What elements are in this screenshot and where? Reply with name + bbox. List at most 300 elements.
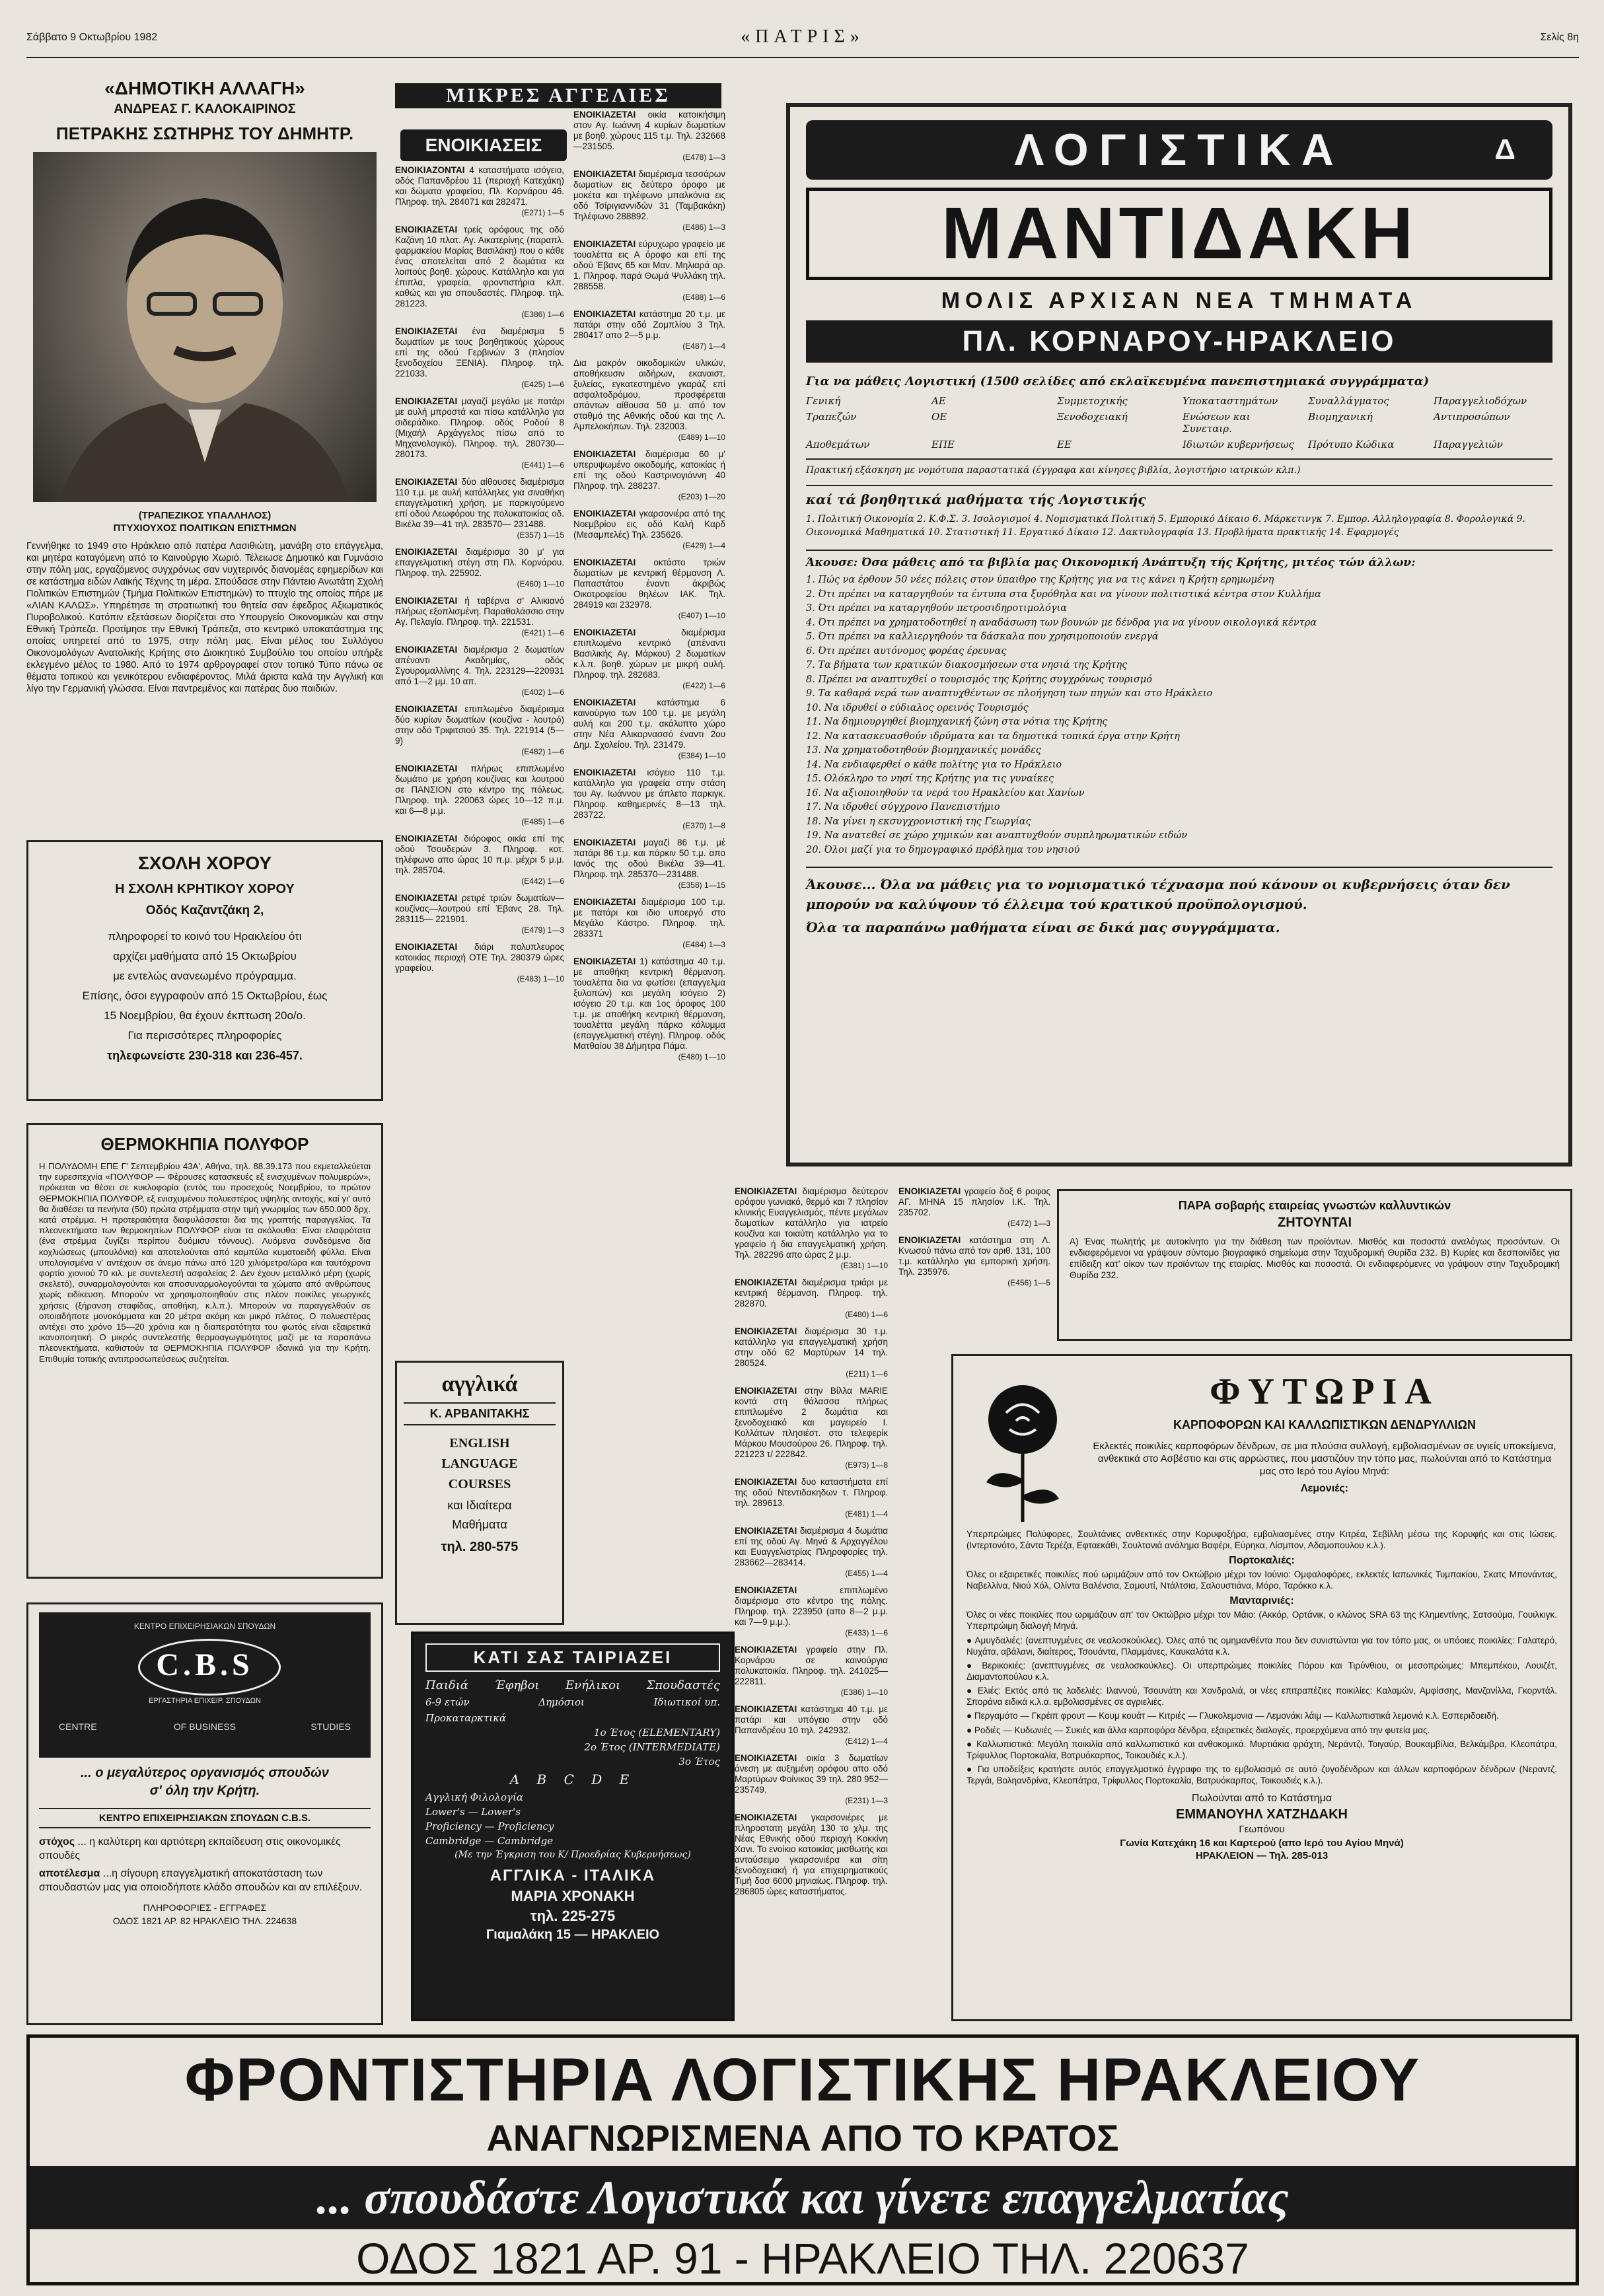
ideal-school: ΑΓΓΛΙΚΑ - ΙΤΑΛΙΚΑ [490,1867,656,1884]
classified-label: ΕΝΟΙΚΙΑΖΕΤΑΙ [573,897,636,907]
dance-line-2: αρχίζει μαθήματα από 15 Οκτωβρίου [113,950,297,962]
classified-code: (Ε357) 1—15 [517,530,564,540]
dance-line-5: 15 Νοεμβρίου, θα έχουν έκπτωση 20ο/ο. [104,1009,306,1022]
classified-text: κατάστημα στη Λ. Κνωσού πάνω από τον αριθ. 131, 100 τ.μ. κατάλληλο για εμπορική χρήση. Τηλ. 235976. [898,1235,1050,1277]
english-line-2: LANGUAGE [441,1456,518,1471]
dance-title: ΣΧΟΛΗ ΧΟΡΟΥ [138,853,272,873]
mantidaki-point: 5. Ότι πρέπει να καλλιεργηθούν τα δάσκαλα που χρησιμοποιούν ενεργά [806,631,1159,642]
english-line-1: ENGLISH [449,1436,510,1451]
classified-code: (Ε425) 1—6 [521,380,564,389]
nursery-addr-1: Γωνία Κατεχάκη 16 και Καρτερού (απο Ιερό του Αγίου Μηνά) [1120,1838,1404,1849]
subject-cell: ΟΕ [931,411,947,423]
classified-text: τρείς ορόφους της οδό Καζάνη 10 πλατ. Αγ. Αικατερίνης (παραπλ. φαρμακείου Μαρίας Βασιλάκη) που ο κάθε ένας αποτελείται από 2 δωμάτια κα λοιπούς βοηθ. χώρους. Κατάλληλο και για έπιπλα, γραφεία, φροντιστήρια κλπ. καθώς και για σπουδαστές. Πληροφ. τηλ. 281223. [395,225,564,308]
classified-ad [573,169,725,233]
footer-line-2: ΑΝΑΓΝΩΡΙΣΜΕΝΑ ΑΠΟ ΤΟ ΚΡΑΤΟΣ [486,2117,1119,2159]
classified-label: ΕΝΟΙΚΙΑΖΕΤΑΙ [395,834,458,843]
classified-code: (Ε482) 1—6 [521,747,564,756]
ideal-r7: 3ο Έτος [678,1756,720,1768]
classified-text: οικία 3 δωματίων άνεση με αυξημένη ορόφου απο οδό Μαρτύρων Φοίνικος 39 τηλ. 280 952—235749. [735,1753,888,1795]
subject-cell: Ιδιωτών κυβερνήσεως [1183,439,1295,450]
nursery-orange-heading: Πορτοκαλιές: [1229,1555,1295,1566]
ideal-head-2: Έφηβοι [494,1678,540,1692]
classified-code: (Ε480) 1—6 [845,1310,888,1319]
cbs-result-text: ...η σίγουρη επαγγελματική αποκατάσταση των σπουδαστών μας για οποιοδήποτε κλάδο σπουδών και αν επιλέξουν. [39,1868,363,1893]
nursery-mandarin-heading: Μανταρινιές: [1229,1595,1294,1606]
english-line-3: COURSES [448,1477,511,1491]
ideal-l5: (Με την Έγκριση του Κ/ Προεδρίας Κυβερνήσεως) [455,1849,691,1860]
classified-text: διαμέρισμα 4 δωμάτια επί της οδού Αγ. Μηνά & Αρχαγγέλου και Ευαγγελιστρίας Πληροφορίες τηλ. 283662—283414. [735,1526,888,1567]
classifieds-column-1 [395,165,564,1328]
cbs-logo-top: ΚΕΝΤΡΟ ΕΠΙΧΕΙΡΗΣΙΑΚΩΝ ΣΠΟΥΔΩΝ [133,1622,276,1631]
english-line-4: και Ιδιαίτερα [447,1499,512,1512]
thermo-title: ΘΕΡΜΟΚΗΠΙΑ ΠΟΛΥΦΟΡ [100,1134,309,1154]
footer-line-3: ... σπουδάστε Λογιστικά και γίνετε επαγγελματίας [30,2166,1576,2229]
classified-label: ΕΝΟΙΚΙΑΖΕΤΑΙ [395,326,458,336]
mantidaki-point: 1. Πώς να έρθουν 50 νέες πόλεις στον ύπαιθρο της Κρήτης για να τις κάνει η Κρήτη ερημωμένη [806,575,1274,585]
nursery-bullet: ● Για υποδείξεις κρατήστε αυτός επαγγελματικό έγγραφο της το εμβολιασμό σε αυτό ζυγοδένδρων και άλλων καρποφόρων δένδρων (Νεραντζ. Τεργάι, Βοληανδρίνα, Κλεοπάτρα, Τρίφυλλος Πορτοκαλία, Βατρυόκαρπος, Τοικουδιές κ.λ.). [966,1764,1557,1785]
classified-code: (Ε478) 1—3 [682,153,725,162]
nursery-mandarin: Όλες οι νέες ποικιλίες που ωριμάζουν απ' τον Οκτώβριο μέχρι τον Μάιο: (Ακκόρ, Ορτάνικ, ο κλώνος SRA 63 της Κλημεντίνης, Σατσούμα, Γουιλκιγκ. Υπερπρώιμη διαλογή Μηνά. [966,1610,1557,1631]
classified-ad [735,1477,888,1519]
classified-text: πλήρως επιπλωμένο δωμάτιο με χρήση κουζίνας και λουτρού σε ΠΑΝΣΙΟΝ στο κέντρο της πόλεως. Πληροφ. τηλ. 220063 ώρες 10—12 π.μ. και 6—8 μ.μ. [395,764,564,816]
cbs-logo-mid: OF BUSINESS [173,1721,237,1732]
nursery-role: Γεωπόνου [1239,1824,1285,1835]
ideal-headings [425,1678,720,1692]
mantidaki-address: ΠΛ. ΚΟΡΝΑΡΟΥ-ΗΡΑΚΛΕΙΟ [806,320,1552,363]
classified-code: (Ε486) 1—3 [682,223,725,232]
job-ad [1057,1189,1572,1341]
election-kicker: «ΔΗΜΟΤΙΚΗ ΑΛΛΑΓΗ» [104,78,305,98]
mantidaki-point: 4. Ότι πρέπει να χρηματοδοτηθεί η αναδάσωση των βουνών με δένδρα για να γίνουν οικολογικά κέντρα [806,617,1317,628]
classified-label: ΕΝΟΙΚΙΑΖΕΤΑΙ [573,698,636,707]
mantidaki-point: 12. Να κατασκευασθούν ιδρύματα και τα δημοτικά τοπικά έργα στην Κρήτη [806,731,1180,742]
classified-ad [395,942,564,984]
classified-label: ΕΝΟΙΚΙΑΖΕΤΑΙ [573,169,636,179]
ideal-head-4: Σπουδαστές [646,1678,720,1692]
job-title: ΖΗΤΟΥΝΤΑΙ [1277,1215,1352,1230]
classified-text: διαμέρισμα 100 τ.μ. με πατάρι και ιδιο υποεργό στο Μεγάλο Κάστρο. Πληροφ. τηλ. 283371 [573,897,725,939]
classified-label: ΕΝΟΙΚΙΑΖΕΤΑΙ [573,557,636,567]
classified-label: ΕΝΟΙΚΙΑΖΕΤΑΙ [395,893,458,903]
classified-code: (Ε203) 1—20 [678,492,725,501]
classified-code: (Ε421) 1—6 [521,628,564,637]
classified-code: (Ε480) 1—10 [678,1052,725,1061]
classified-text: διαμέρισμα τριάρι με κεντρική θέρμανση. Πληροφ. τηλ. 282870. [735,1277,888,1309]
classified-code: (Ε402) 1—6 [521,688,564,697]
classified-code: (Ε973) 1—8 [845,1460,888,1470]
cbs-info: ΠΛΗΡΟΦΟΡΙΕΣ - ΕΓΓΡΑΦΕΣ [143,1902,267,1913]
dance-line-3: με εντελώς ανανεωμένο πρόγραμμα. [113,970,297,982]
classified-text: γραφείο δοξ 6 ροφος ΑΓ. ΜΗΝΑ 15 πλησίον Ι.Κ. Τηλ. 235702. [898,1186,1050,1217]
ideal-r5: 1ο Έτος (ELEMENTARY) [593,1727,720,1739]
classified-label: ΕΝΟΙΚΙΑΖΕΤΑΙ [395,764,458,773]
english-lessons-ad [395,1361,564,1625]
candidate-bio: Γεννήθηκε το 1949 στο Ηράκλειο από πατέρα Λασιθιώτη, μανάβη στο επάγγελμα, και μητέρα καταγόμενη από το Καινούργιο Χωριό. Τέλειωσε Δημοτικό και Γυμνάσιο στην πόλη μας, εργαζόμενος συγχρόνως σαν νυχτερινός διανομέας εφημερίδων και σε κατάστημα ειδών Λαϊκής Τέχνης τη μέρα. Σπούδασε στην Πάντειο Ανωτάτη Σχολή Πολιτικών Επιστημών (Τμήμα Πολιτικών Επιστημών) το πτυχίο της οποίας πήρε με «ΛΙΑΝ ΚΑΛΩΣ». Υπηρέτησε τη στρατιωτική του θητεία σαν έφεδρος Αξιωματικός Πυροβολικού. Κατόπιν εξετάσεων διορίζεται στο Υπουργείο Οικονομικών και στην Εθνική Τράπεζα. Προτίμησε την Εθνική Τράπεζα, στο κεντρικό υποκατάστημα της οποίας υπηρετεί από το 1975, στην πόλη μας. Είναι μέλος του Συλλόγου Οικονομολόγων Ανατολικής Κρήτης στο Διοικητικό Συμβούλιο του οποίου υπήρξε εκλεγμένο μέλος το 1980. Από το 1974 αρθρογραφεί στον τοπικό Τύπο πάνω σε θέματα τοπικού και γενικότερου ενδιαφέροντος. Μιλά άριστα καλά την Αγγλική και λίγο την Γερμανική γλώσσα. Είναι παντρεμένος και πατέρας δυο παιδιών. [26,541,383,694]
classified-code: (Ε479) 1—3 [521,925,564,935]
mantidaki-point: 3. Ότι πρέπει να καταργηθούν πετροσιδηροτιμολόγια [806,603,1067,614]
cbs-logo-right: STUDIES [310,1721,351,1732]
nursery-subtitle: ΚΑΡΠΟΦΟΡΩΝ ΚΑΙ ΚΑΛΛΩΠΙΣΤΙΚΩΝ ΔΕΝΔΡΥΛΛΙΩΝ [1173,1418,1476,1431]
classified-code: (Ε481) 1—4 [845,1509,888,1519]
cbs-result [39,1867,371,1894]
mantidaki-point: 2. Ότι πρέπει να καταργηθούν τα έντυπα στα ξυρόθηλα και να γίνουν πολιτιστικά κέντρα στον Κυλλήμα [806,589,1321,600]
classified-label: ΕΝΟΙΚΙΑΖΕΤΑΙ [395,645,458,655]
classified-label: ΕΝΟΙΚΙΑΖΕΤΑΙ [735,1386,797,1396]
mantidaki-point: 19. Να ανατεθεί σε χώρο χημικών και αναπτυχθούν συμπληρωματικών ειδών [806,830,1188,841]
classified-code: (Ε441) 1—6 [521,460,564,470]
candidate-degree: ΠΤΥΧΙΟΥΧΟΣ ΠΟΛΙΤΙΚΩΝ ΕΠΙΣΤΗΜΩΝ [113,522,297,534]
candidate-name: ΠΕΤΡΑΚΗΣ ΣΩΤΗΡΗΣ ΤΟΥ ΔΗΜΗΤΡ. [55,124,354,143]
classified-ad [395,225,564,320]
classified-code: (Ε460) 1—10 [517,579,564,589]
classified-ad [573,628,725,691]
classified-ad [573,698,725,761]
ideal-address: Γιαμαλάκη 15 — ΗΡΑΚΛΕΙΟ [486,1927,660,1942]
classified-text: διόροφος οικία επί της οδού Τσουδερών 3. Πληροφ. κοτ. τηλέφωνο απο ώρας 10 π.μ. μέχρι 5 μ.μ. τηλ. 285704. [395,834,564,875]
classified-label: ΕΝΟΙΚΙΑΖΕΤΑΙ [573,628,636,637]
nursery-titles [1092,1367,1557,1525]
subject-cell: Βιομηχανική [1308,411,1373,423]
classified-ad [395,326,564,390]
nursery-owner: ΕΜΜΑΝΟΥΗΛ ΧΑΤΖΗΔΑΚΗ [1176,1807,1348,1822]
mantidaki-point: 8. Πρέπει να αναπτυχθεί ο τουρισμός της Κρήτης συγχρόνως τουρισμό [806,674,1153,685]
classified-label: ΕΝΟΙΚΙΑΖΕΤΑΙ [395,396,458,406]
dance-line-1: πληροφορεί το κοινό του Ηρακλείου ότι [108,930,302,943]
ideal-l3: Proficiency — Proficiency [425,1820,554,1832]
classified-ad [735,1277,888,1320]
classified-label: ΕΝΟΙΚΙΑΖΕΤΑΙ [735,1277,797,1287]
mantidaki-point: 10. Να ιδρυθεί ο εύδιαλος ορεινός Τουρισμός [806,702,1029,713]
dance-school-ad [26,840,383,1101]
mantidaki-top [806,120,1552,180]
nursery-intro: Εκλεκτές ποικιλίες καρποφόρων δένδρων, σε μια πλούσια συλλογή, εμβολιασμένων σε υγιείς υποκείμενα, ανθεκτικά στο Ασβέστιο και στις αρρώστιες, που μαστιζόυν την τόπο μας, πωλούνται από το Κατάστημα μας στο Ιερό του Αγίου Μηνά: [1093,1441,1556,1477]
classified-label: ΕΝΟΙΚΙΑΖΕΤΑΙ [735,1704,797,1714]
mantidaki-point: 20. Όλοι μαζί για το δημογραφικό πρόβλημα του νησιού [806,844,1080,855]
nursery-header [966,1367,1557,1525]
classified-code: (Ε456) 1—5 [1007,1278,1050,1287]
subject-cell: Αποθεμάτων [806,439,870,450]
ideal-head-3: Ενήλικοι [565,1678,621,1692]
classified-ad [395,704,564,757]
classified-ad [395,477,564,540]
delta-logo-icon: Δ [1494,133,1526,166]
classified-ad [395,645,564,698]
subject-cell: Υποκαταστημάτων [1183,395,1278,407]
classified-code: (Ε412) 1—4 [845,1737,888,1746]
subject-cell: ΕΠΕ [931,439,955,450]
classified-ad [573,449,725,502]
classified-text: γκαρσονιέρα από της Νοεμβρίου εις οδό Καλή Καρδ (Μεσαμπελές) Τηλ. 235626. [573,509,725,540]
thermo-ad [26,1123,383,1579]
classified-label: ΕΝΟΙΚΙΑΖΕΤΑΙ [573,838,636,847]
classified-ad [735,1753,888,1806]
ideal-r3: Ιδιωτικοί υπ. [653,1696,720,1708]
classified-text: 4 καταστήματα ισόγειο, οδός Παπανδρέου 11 (περιοχή Κατεχάκη) και δώματα γραφείου, Πλ. Κορνάρου 46. Πληροφ. τηλ. 284071 και 282471. [395,165,564,207]
classified-ad [395,596,564,638]
classified-text: επιπλωμένο διαμέρισμα δύο κυρίων δωματίων (κουζίνα - λουτρό) στην οδό Τριφιτσιού 35. Τηλ. 221914 (5—9) [395,704,564,746]
nursery-bullets [966,1635,1557,1786]
classified-code: (Ε429) 1—4 [682,541,725,550]
classified-text: μαγαζί μεγάλο με πατάρι με αυλή μπροστά και πίσω κατάλληλο για σιδεράδικο. Πληροφ. οδός Ροδού 8 (Μιχαήλ Αρχάγγελος πίσω από το Μηχανολογικό). Πληροφ. τηλ. 280730—280173. [395,396,564,459]
classified-ad [735,1812,888,1897]
cbs-logo-left: CENTRE [59,1721,97,1732]
cbs-logo-panel [39,1612,371,1758]
classified-text: διάρι πολυπλευρος κατοικίας περιοχή ΟΤΕ Τηλ. 280379 ώρες γραφείου. [395,942,564,973]
ideal-r4: Προκαταρκτικά [425,1712,507,1724]
classified-ad [735,1704,888,1746]
cbs-slogan-2: σ' όλη την Κρήτη. [149,1783,260,1798]
classified-label: ΕΝΟΙΚΙΑΖΕΤΑΙ [735,1477,797,1487]
mantidaki-closing-2: Όλα τα παραπάνω μαθήματα είναι σε δικά μας συγγράμματα. [806,919,1280,935]
nursery-bullet: ● Αμυγδαλιές: (ανεπτυγμένες σε νεαλοσκούκλες). Όλες από τις ομημανθέντα που δεν συνιστώνται για τον τόπο μας, οι υπόοιες ποικιλίες: Γαλατερό, Νυχάτα, αβάλανι, διαίτερος, Τσουάντα, Πλαμμάνες, Καυκαλάτα κ.λ. [966,1635,1557,1657]
classified-ad [573,557,725,621]
classified-text: διαμέρισμα 60 μ' υπερυψωμένο οικοδομής, κατοικίας ή επί της οδού Καστρινογιάννη 40 Πληροφ. τηλ. 288237. [573,449,725,491]
mantidaki-learn: Για να μάθεις Λογιστική (1500 σελίδες από εκλαϊκευμένα πανεπιστημιακά συγγράμματα) [806,375,1429,388]
classified-text: ένα διαμέρισμα 5 δωματίων με τους βοηθητικούς χώρους επί της οδού Γερβινών 3 (πλησίον ξενοδοχείου ΞΕΝΙΑ). Πληροφ. τηλ. 221033. [395,326,564,378]
classified-ad [735,1186,888,1271]
nursery-lemon-heading: Λεμονιές: [1300,1483,1349,1494]
classified-code: (Ε472) 1—3 [1007,1219,1050,1228]
classified-ad [898,1235,1050,1288]
classified-code: (Ε407) 1—10 [678,611,725,620]
subject-cell: Γενική [806,395,841,407]
footer-banner [26,2034,1579,2285]
subject-cell: Συναλλάγματος [1308,395,1389,407]
classifieds-column-4 [898,1186,1050,1345]
nursery-orange: Όλες οι εξαιρετικές ποικιλίες πού ωριμάζουν από τον Οκτώβριο μέχρι τον Ιούνιο: Ομφαλοφόρες, εκλεκτές Ιαπωνικές Τυμπακίου, Σκατς Μπονάντας, Ναβελλίνα, Νιού Χόλ, Ολίντα Βαλένσια, Σαμουτί, Ντάλτσια, Σαλουστιάνα, Μόρο, Ταρόκκο κ.λ. [966,1569,1557,1591]
nursery-bullet: ● Ροδιές — Κυδωνιές — Συκιές και άλλα καρποφόρα δένδρα, εξαιρετικές διαλογές, προερχόμενα από την φυτεία μας. [966,1725,1430,1735]
cbs-logo-sub: ΕΡΓΑΣΤΗΡΙΑ ΕΠΙΧΕΙΡ. ΣΠΟΥΔΩΝ [149,1697,261,1705]
classified-label: ΕΝΟΙΚΙΑΖΕΤΑΙ [735,1753,797,1763]
mantidaki-name: ΜΑΝΤΙΔΑΚΗ [806,188,1552,280]
classified-text: δυο καταστήματα επί της οδού Ντεντιδακηδων τ. Πληροφ. τηλ. 289613. [735,1477,888,1508]
classified-label: ΕΝΟΙΚΙΑΖΕΤΑΙ [735,1812,797,1822]
mantidaki-point: 18. Να γίνει η εκσυγχρονιστική της Γεωργίας [806,816,1031,827]
classified-ad [395,764,564,827]
nursery-bullet: ● Καλλωπιστικά: Μεγάλη ποικιλία από καλλωπιστικά και ανθοκομικά. Μυρτιάκια φράχτη, Νεράντζι, Τοιγαύρ, Βουκαμβίλια, Βελκάμβρα, Κλεοπάτρα, Τρίφυλλος Πορτοκαλία, Βατρυόκαρπος, Τοικουδιές κ.λ.). [966,1739,1557,1760]
classified-code: (Ε386) 1—6 [521,310,564,319]
classified-text: διαμέρισμα 30 μ' για επαγγελματική στέγη στη Πλ. Κορνάρου. Πληροφ. τηλ. 225902. [395,547,564,578]
classifieds-column-3 [735,1186,888,1896]
cbs-result-label: αποτέλεσμα [39,1868,100,1879]
ideal-phone: τηλ. 225-275 [530,1908,616,1924]
classified-ad [573,509,725,551]
classified-label: ΕΝΟΙΚΙΑΖΕΤΑΙ [735,1526,797,1536]
mantidaki-practical: Πρακτική εξάσκηση με νομότυπα παραστατικά (έγγραφα και κίνησες βιβλία, λογιστήριο ιατρικών κλπ.) [806,458,1552,476]
subject-cell: Ξενοδοχειακή [1057,411,1128,423]
classified-text: δύο αίθουσες διαμέρισμα 110 τ.μ. με αυλή κατάλληλες για σιναθήκη επαγγελματική χρήση, με παρκιγούμενο επί οδού Λεωφόρου της πολυκατοικίας οδ. Βικέλα 39—41 τηλ. 283570— 231488. [395,477,564,529]
classified-label: ΕΝΟΙΚΙΑΖΕΤΑΙ [573,509,636,519]
subject-cell: Παραγγελιοδόχων [1434,395,1527,407]
classified-ad [573,838,725,890]
nursery-bullet: ● Ελιές: Εκτός από τις λαδελιές: Ιλαννού, Τσουνάτη και Χονδρολιά, οι νέες επιτραπέζιες ποικιλίες: Καλαμών, Αμφίσσης, Μανζανίλλα, Γκορντάλ. Σποράνα ειδικά κ.λ.α. εμβολιασμένες σε αγριελιές. [966,1686,1557,1707]
classified-ad [395,165,564,218]
classified-ad [573,309,725,351]
classified-code: (Ε358) 1—15 [678,880,725,890]
classified-ad [573,358,725,443]
classified-label: ΕΝΟΙΚΙΑΖΕΤΑΙ [395,942,458,952]
classified-text: διαμέρισμα δεύτερον ορόφου γωνιακό, θερμό και 7 πλησίον κλινικής Ευαγγελισμός, πέντε μεγάλων δωματίων κατάλληλο για ιατρείο κουζίνα και τοιαύτη κατάλληλο για το γραφείο ή δια επαγγελματική χρήση. Τηλ. 282296 απο ώρας 2 μ.μ. [735,1186,888,1260]
classified-text: κατάστημα 6 καινούργιο των 100 τ.μ. με μεγάλη αυλή και 200 τ.μ. ακάλυπτο χώρο στην Νέα Αλικαρνασσό έναντι 2ου Δημ. Σχολείου. Τηλ. 231479. [573,698,725,750]
classified-ad [735,1326,888,1379]
classified-label: ΕΝΟΙΚΙΑΖΕΤΑΙ [573,956,636,966]
classified-text: κατάστημα 20 τ.μ. με πατάρι στην οδό Ζομπλίου 3 Τηλ. 280417 απο 2—5 μ.μ. [573,309,725,340]
thermo-body: Η ΠΟΛΥΔΟΜΗ ΕΠΕ Γ' Σεπτεμβρίου 43Α', Αθήνα, τηλ. 88.39.173 που εκμεταλλεύεται την ευρεσιτεχνία «ΠΟΛΥΦΟΡ — Φέρουσες κατασκευές εξ ενισχυμένων πολυμερών», πρόκειται να θέσει σε κυκλοφορία (εντός του προσεχούς Νοεμβρίου, το πρώτον ΘΕΡΜΟΚΗΠΙΑ ΠΟΛΥΦΟΡ, εξ ενισχυμένου πολυεστέρος υψηλής αντοχής, καί γι' αυτό θα διαθέσει τα πενήντα (50) πρώτα στρέμματα στην τιμή γνωριμίας των 650.000 δρχ. κατά στρέμμα. Η προτεραιότητα διαφυλάσσεται δια της γραπτής παραγγελίας. Τα πλεονεκτήματα των θερμοκηπίων ΠΟΛΥΦΟΡ είναι τα ακόλουθα: Είναι ελαφρότατα (ένα στρέμμα ζυγίζει περίπου δυόμισυ τόννους). Λυόμενα συνδεόμενα δια κοχλιώσεως (μπουλόνια) και αποτελούνται από καμπύλα κυματοειδή φύλλα. Είναι υπολογισμένα ν' αντέχουν σε άνεμο πάνω από 120 χιλιόμετρα/ώρα και ταυτόχρονα φορτίο χιονιού 70 κιλ. με συντελεστή ασφαλείας 2. Δεν έχουν μεταλλικό μέρη (χωρίς σκελετό), συναρμολογούνται και αποσυναρμολογούνται τα χώματα από ανθρώπους χωρίς ειδίκευση. Μπορούν να χρησιμοποιηθούν στις πλέον ποικίλες γεωργικές χρήσεις (ξήρανση σταφίδας, αποθήκη, κ.λ.π.). Μπορούν να παραγγελθούν σε οποιαδήποτε μονοκόμματα και 20 μέτρα ακόμη και μικρό πλάτος. Ο πολυεστέρας αντέχει στο χρόνο 15—20 χρόνια και η διαπερατότητα του φωτός είναι εξαιρετικά ικανοποιητική. Ο μικρός συντελεστής θερμοαγωγιμότητος μαζί με τα παραπάνω πλεονεκτήματα, καθιστούν τα ΘΕΡΜΟΚΗΠΙΑ ΠΟΛΥΦΟΡ ιδανικά για την Κρήτη. Επιθυμία τοπικής αντιπροσωπεύσεως συζητείται. [39,1161,371,1364]
classified-text: διαμέρισμα επιπλωμένο κεντρικό (απέναντι Βασιλικής Αγ. Μάρκου) 2 δωματίων κ.λ.π. βοηθ. χώρων με μικρή αυλή. Πληροφ. τηλ. 282683. [573,628,725,680]
classified-label: ΕΝΟΙΚΙΑΖΕΤΑΙ [573,309,636,319]
classified-ad [395,396,564,470]
classified-text: διαμέρισμα τεσσάρων δωματίων εις δεύτερο όροφο με μοκέτα και τηλέφωνο μπαλκόνια εις οδό Τσίριγιαννιδών 31 (Ταμβακάκη) Τηλέφωνο 288892. [573,169,725,221]
rose-icon [966,1367,1079,1525]
cbs-ad [26,1602,383,2025]
classified-label: ΕΝΟΙΚΙΑΖΕΤΑΙ [395,477,458,487]
english-phone: τηλ. 280-575 [441,1540,519,1554]
mantidaki-points [806,573,1552,857]
ideal-r2: Δημόσιοι [538,1696,585,1708]
mantidaki-aux-title: καί τά βοηθητικά μαθήματα τής Λογιστικής [806,485,1552,507]
classifieds-banner: ΜΙΚΡΕΣ ΑΓΓΕΛΙΕΣ [395,83,721,108]
classified-ad [395,834,564,886]
dance-phones: τηλεφωνείστε 230-318 και 236-457. [107,1049,303,1062]
classified-label: ΕΝΟΙΚΙΑΖΕΤΑΙ [735,1585,797,1595]
subject-cell: ΕΕ [1057,439,1072,450]
classifieds-column-2 [573,110,725,1328]
header-rule [26,57,1579,58]
classified-text: διαμέρισμα 30 τ.μ. κατάλληλο για επαγγελματική χρήση στην οδό 62 Μαρτύρων 14 τηλ. 280524. [735,1326,888,1368]
classified-code: (Ε211) 1—6 [846,1369,888,1379]
subject-cell: Ενώσεων και Συνεταιρ. [1183,411,1251,435]
mantidaki-point: 9. Τα καθαρά νερά των αναπτυχθέντων σε πλοήγηση των πηγών και στο Ηράκλειο [806,688,1213,699]
classified-text: ρετιρέ τριών δωματίων—κουζίνας—λουτρού επί Έβανς 28. Τηλ. 283115— 221901. [395,893,564,924]
classified-text: Δια μακρόν οικοδομικών υλικών, αποθήκευσιν αιδήρων, εκαναιστ. ξυλείας, εγκατεστημένο γκαράζ επί ασφαλτοδρόμου, προσφέρεται απάντων αίθουσα 50 μ. από τον σταθμό της Αθνικής οδού και της Λ. Αμπελοκήπων. Τηλ. 232003. [573,358,725,431]
classified-ad [735,1585,888,1638]
classified-label: ΕΝΟΙΚΙΑΖΕΤΑΙ [395,547,458,557]
classified-ad [735,1386,888,1470]
ideal-lessons-ad [411,1632,735,2021]
classified-text: ισόγειο 110 τ.μ. κατάλληλο για γραφεία στην στάση του Αγ. Ιωάννου με άπλετο παρκιγκ. Πληροφ. καθημερινές 8—13 τηλ. 283722. [573,768,725,820]
mantidaki-closing-1: Άκουσε... Όλα να μάθεις για το νομισματικό τέχνασμα πού κάνουν οι κυβερνήσεις όταν δεν μπορούν να καλύψουν τό έλλειμα τού κρατικού προϋπολογισμού. [806,867,1552,914]
nursery-bullet: ● Βερικοκιές: (ανεπτυγμένες σε νεαλοσκούκλες). Οι υπερπρώιμες ποικιλίες Πόρου και Τιρύνθιου, οι μεσοπρώιμες: Μπεμπέκου, Λουιζέτ, Διαμαντοπούλου κ.λ. [966,1661,1557,1682]
classified-label: ΕΝΟΙΚΙΑΖΕΤΑΙ [573,768,636,777]
classified-text: οκτάστο τριών δωματίων με κεντρική θέρμανση Λ. Παπαστάτου έναντι άκριβώς Οικοτροφείου θηλέων ΙΑΚ. Τηλ. 284919 και 232978. [573,557,725,610]
classified-label: ΕΝΟΙΚΙΑΖΕΤΑΙ [898,1235,961,1245]
classified-code: (Ε384) 1—10 [678,751,725,760]
classified-ad [573,239,725,303]
ideal-l1: Αγγλική Φιλολογία [425,1791,523,1803]
mantidaki-point: 7. Τα βήματα των κρατικών διακοσμήσεων στα νησιά της Κρήτης [806,660,1128,670]
page-number: Σελίς 8η [1540,32,1579,43]
ideal-title: ΚΑΤΙ ΣΑΣ ΤΑΙΡΙΑΖΕΙ [425,1643,720,1672]
classified-ad [395,893,564,935]
mantidaki-point: 13. Να χρηματοδοτηθούν βιομηχανικές μονάδες [806,745,1041,756]
mantidaki-sub: ΜΟΛΙΣ ΑΡΧΙΣΑΝ ΝΕΑ ΤΜΗΜΑΤΑ [941,288,1418,313]
ideal-head-1: Παιδιά [425,1678,468,1692]
subject-cell: Αντιπροσώπων [1434,411,1510,423]
ideal-r1: 6-9 ετών [425,1696,470,1708]
mantidaki-point: 6. Ότι πρέπει αυτόνομος φορέας έρευνας [806,645,1007,657]
dance-address: Οδός Καζαντζάκη 2, [145,904,264,917]
subject-cell: Πρότυπο Κώδικα [1308,439,1395,450]
candidate-photo [33,152,377,502]
classified-label: ΕΝΟΙΚΙΑΖΕΤΑΙ [898,1186,961,1196]
ideal-l2: Lower's — Lower's [425,1806,521,1818]
mantidaki-point: 17. Να ιδρυθεί σύγχρονο Πανεπιστήμιο [806,802,1000,812]
classified-code: (Ε455) 1—4 [845,1569,888,1578]
subject-cell: Τραπεζών [806,411,857,423]
mantidaki-aux: 1. Πολιτική Οικονομία 2. Κ.Φ.Σ. 3. Ισολογισμοί 4. Νομισματικά Πολιτική 5. Εμπορικό Δίκαιο 6. Μάρκετινγκ 7. Εμπορ. Αλληλογραφία 8. Φορολογικά 9. Οικονομικά Μαθηματικά 10. Στατιστική 11. Εργατικό Δίκαιο 12. Δακτυλογραφία 13. Προβλήματα πρακτικής 14. Εφαρμογές [806,514,1525,538]
masthead: «ΠΑΤΡΙΣ» [741,26,865,47]
mantidaki-point: 14. Να ενδιαφερθεί ο κάθε πολίτης για το Ηράκλειο [806,759,1062,770]
portrait-illustration [33,152,377,502]
classified-code: (Ε422) 1—6 [682,681,725,690]
subject-cell: Συμμετοχικής [1057,395,1128,407]
job-text: ΠΑΡΑ σοβαρής εταιρείας γνωστών καλλυντικών [1178,1199,1451,1212]
cbs-slogan-1: ... ο μεγαλύτερος οργανισμός σπουδών [81,1766,329,1780]
classified-code: (Ε231) 1—3 [845,1796,888,1805]
classified-ad [573,768,725,831]
mantidaki-ad [786,103,1572,1166]
classified-label: ΕΝΟΙΚΙΑΖΕΤΑΙ [573,110,636,120]
english-title: αγγλικά [441,1372,518,1396]
cbs-center-name: ΚΕΝΤΡΟ ΕΠΙΧΕΙΡΗΣΙΑΚΩΝ ΣΠΟΥΔΩΝ C.B.S. [39,1808,371,1828]
ideal-r6: 2ο Έτος (INTERMEDIATE) [584,1741,720,1753]
classified-ad [573,110,725,162]
classified-label: ΕΝΟΙΚΙΑΖΕΤΑΙ [573,449,636,459]
classified-code: (Ε370) 1—8 [682,821,725,830]
english-teacher: Κ. ΑΡΒΑΝΙΤΑΚΗΣ [404,1402,556,1425]
dance-line-4: Επίσης, όσοι εγγραφούν από 15 Οκτωβρίου, έως [82,989,328,1002]
election-candidate-ad [26,78,383,812]
classified-code: (Ε485) 1—6 [521,817,564,826]
classified-text: διαμέρισμα 2 δωματίων απέναντι Ακαδημίας, οδός Σγουρομαλλίνης 4. Τηλ. 223129—220931 από 1—2 μμ. 10 απ. [395,645,564,686]
footer-line-4: ΟΔΟΣ 1821 ΑΡ. 91 - ΗΡΑΚΛΕΙΟ ΤΗΛ. 220637 [356,2234,1249,2283]
ideal-l4: Cambridge — Cambridge [425,1835,554,1847]
nursery-sold: Πωλούνται από το Κατάστημα [1191,1793,1332,1804]
english-line-5: Μαθήματα [452,1518,507,1531]
nursery-addr-2: ΗΡΑΚΛΕΙΟΝ — Τηλ. 285-013 [1195,1850,1329,1861]
classified-text: οικία κατοικήσιμη στον Αγ. Ιωάννη 4 κυρίων δωματίων με βοηθ. χώρους 115 τ.μ. Τηλ. 232668—231505. [573,110,725,151]
nursery-bullet: ● Περγαμότο — Γκρέιπ φρουτ — Κουμ κουάτ — Κιτριές — Γλυκολεμονια — Λεμονάκι λάιμ — Καλλωπιστικά λεμονιά κ.λ. Εσπεριδοειδή. [966,1711,1499,1721]
page-header [26,26,1579,53]
job-body: Α) Ένας πωλητής με αυτοκίνητο για την διάθεση των προϊόντων. Μισθός και ποσοστά αναλόγως προσόντων. Οι ενδιαφερόμενοι να γράψουν σύντομο βιογραφικό σημείωμα στην Ταχυδρομική Θυρίδα 232. Β) Κυρίες και δεσποινίδες για επίδειξη κατ' οίκον των προϊόντων της εταιρίας. Μισθός και ποσοστά. Οι ενδιαφερόμενες να γράψουν στην Ταχυδρομική Θυρίδα 232. [1070,1237,1560,1280]
classified-label: ΕΝΟΙΚΙΑΖΕΤΑΙ [735,1186,797,1196]
ideal-row-a [425,1696,720,1708]
issue-date: Σάββατο 9 Οκτωβρίου 1982 [26,32,158,43]
classified-text: κατάστημα 40 τ.μ. με πατάρι και υπόγειο στην οδό Παπανδρέου 10 τηλ. 242932. [735,1704,888,1735]
cbs-goal-label: στόχος [39,1836,75,1848]
footer-line-1: ΦΡΟΝΤΙΣΤΗΡΙΑ ΛΟΓΙΣΤΙΚΗΣ ΗΡΑΚΛΕΙΟΥ [184,2046,1421,2114]
classified-code: (Ε483) 1—10 [517,974,564,984]
classified-code: (Ε381) 1—10 [840,1261,888,1270]
nursery-ad [951,1354,1572,2021]
classified-label: ΕΝΟΙΚΙΑΖΕΤΑΙ [395,704,458,714]
classified-code: (Ε487) 1—4 [682,341,725,351]
cbs-address: ΟΔΟΣ 1821 ΑΡ. 82 ΗΡΑΚΛΕΙΟ ΤΗΛ. 224638 [112,1916,297,1926]
classified-label: ΕΝΟΙΚΙΑΖΕΤΑΙ [395,225,458,234]
classified-text: γκαρσονιέρες με πληροστατη μεγάλη 130 το χλμ. της Νέας Εθνικής οδού περιοχή Κοκκίνη Χανι. Το ενοίκιο κατοικίας μισθωτής και ανταύσειμο γκαρσονιέρα και σίτη ξενοδοχειακή ή για επιχειρηματικούς Τιμή δοσ 6000 μηνιαίως. Πληροφ. τηλ. 286805 ώρες καταστήματος. [735,1812,888,1896]
cbs-goal [39,1835,371,1863]
classified-code: (Ε271) 1—5 [521,208,564,217]
cbs-logo-text: C.B.S [156,1647,254,1682]
classified-ad [573,897,725,950]
classified-ad [735,1526,888,1579]
nursery-title: ΦΥΤΩΡΙΑ [1210,1371,1440,1412]
mantidaki-point: 15. Ολόκληρο το νησί της Κρήτης για τις γυναίκες [806,773,1054,784]
classified-label: ΕΝΟΙΚΙΑΖΕΤΑΙ [573,239,636,249]
classified-code: (Ε488) 1—6 [682,293,725,302]
cbs-goal-text: ... η καλύτερη και αρτιότερη εκπαίδευση στις οικονομικές σπουδές [39,1836,341,1861]
classified-text: 1) κατάστημα 40 τ.μ. με αποθήκη κεντρική θέρμανση. τουαλέττα δια να φωτίσει (επαγγελμα ξυλοπών) και μεγάλη ισόγειο 2) ισόγειο 20 τ.μ. και 1ος όροφος 100 τ.μ. με αποθήκη κεντρική θέρμανση, τουαλέττα μεγάλη πάρκο κάλυμμα (επαγγελματική στέγη). Πληροφ. οδός Ματθαίου 38 Δήμητρα Πάμα. [573,956,725,1051]
